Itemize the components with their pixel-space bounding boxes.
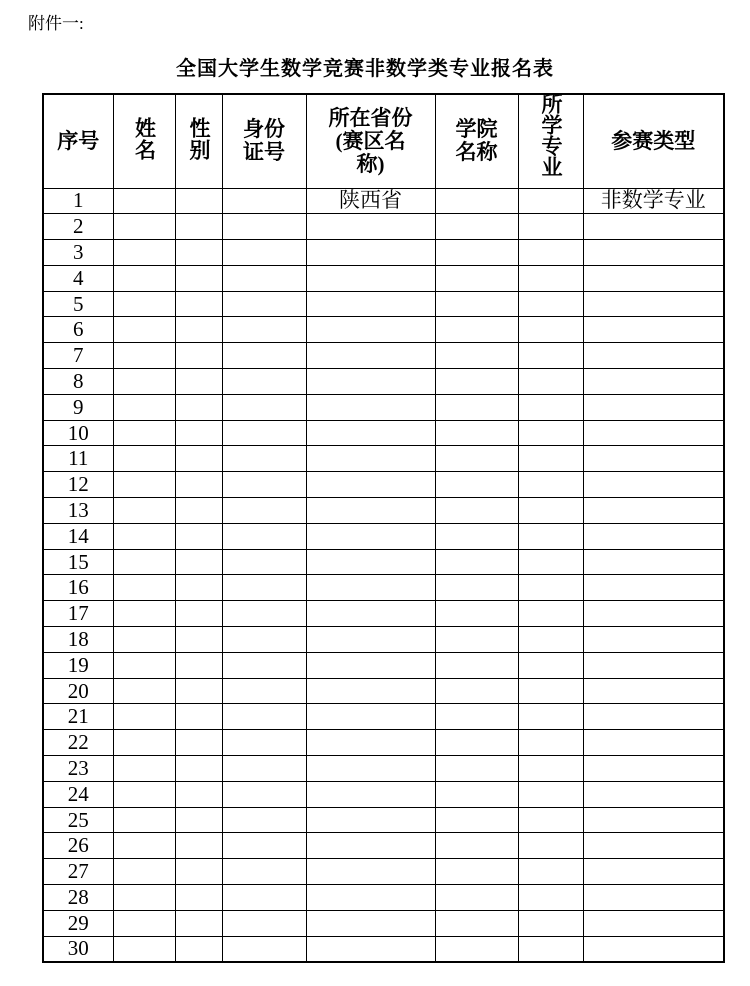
cell-type[interactable]	[583, 343, 724, 369]
cell-gender[interactable]	[175, 188, 222, 214]
cell-province[interactable]	[306, 936, 435, 962]
cell-type[interactable]	[583, 807, 724, 833]
cell-type[interactable]	[583, 936, 724, 962]
table-row	[43, 188, 724, 214]
table-row	[43, 652, 724, 678]
cell-id_number[interactable]	[222, 575, 306, 601]
cell-type[interactable]	[583, 317, 724, 343]
col-header-serial	[43, 94, 113, 188]
cell-type[interactable]	[583, 781, 724, 807]
cell-province[interactable]	[306, 549, 435, 575]
cell-name[interactable]	[113, 472, 175, 498]
table-row	[43, 265, 724, 291]
cell-type[interactable]	[583, 833, 724, 859]
table-row	[43, 291, 724, 317]
cell-type[interactable]	[583, 265, 724, 291]
cell-id_number[interactable]	[222, 885, 306, 911]
cell-name[interactable]	[113, 910, 175, 936]
cell-type[interactable]	[583, 575, 724, 601]
cell-type[interactable]: 非数学专业	[583, 188, 724, 214]
cell-no: 23	[43, 756, 113, 782]
cell-gender[interactable]	[175, 498, 222, 524]
cell-no: 3	[43, 240, 113, 266]
cell-type[interactable]	[583, 730, 724, 756]
cell-major[interactable]	[518, 214, 583, 240]
cell-no: 30	[43, 936, 113, 962]
table-row	[43, 807, 724, 833]
table-row	[43, 833, 724, 859]
cell-college[interactable]	[435, 291, 518, 317]
cell-id_number[interactable]	[222, 781, 306, 807]
cell-gender[interactable]	[175, 885, 222, 911]
cell-college[interactable]	[435, 446, 518, 472]
cell-type[interactable]	[583, 523, 724, 549]
cell-no: 15	[43, 549, 113, 575]
table-row	[43, 472, 724, 498]
cell-province[interactable]	[306, 652, 435, 678]
cell-major[interactable]	[518, 652, 583, 678]
cell-college[interactable]	[435, 936, 518, 962]
cell-no: 27	[43, 859, 113, 885]
cell-major[interactable]	[518, 265, 583, 291]
cell-college[interactable]	[435, 240, 518, 266]
cell-gender[interactable]	[175, 214, 222, 240]
cell-major[interactable]	[518, 627, 583, 653]
cell-province[interactable]	[306, 833, 435, 859]
cell-major[interactable]	[518, 730, 583, 756]
cell-id_number[interactable]	[222, 343, 306, 369]
col-header-type	[583, 94, 724, 188]
cell-name[interactable]	[113, 188, 175, 214]
cell-major[interactable]	[518, 910, 583, 936]
table-row	[43, 601, 724, 627]
cell-gender[interactable]	[175, 756, 222, 782]
cell-id_number[interactable]	[222, 420, 306, 446]
cell-name[interactable]	[113, 575, 175, 601]
cell-no: 13	[43, 498, 113, 524]
cell-no: 22	[43, 730, 113, 756]
cell-no: 16	[43, 575, 113, 601]
table-row	[43, 910, 724, 936]
cell-college[interactable]	[435, 317, 518, 343]
cell-type[interactable]	[583, 704, 724, 730]
form-title: 全国大学生数学竞赛非数学类专业报名表	[176, 58, 554, 80]
cell-type[interactable]	[583, 291, 724, 317]
cell-no: 8	[43, 369, 113, 395]
cell-gender[interactable]	[175, 601, 222, 627]
col-header-name-label: 姓名	[132, 116, 157, 161]
cell-type[interactable]	[583, 859, 724, 885]
cell-province[interactable]	[306, 394, 435, 420]
cell-no: 29	[43, 910, 113, 936]
cell-id_number[interactable]	[222, 807, 306, 833]
table-row	[43, 317, 724, 343]
cell-gender[interactable]	[175, 343, 222, 369]
cell-name[interactable]	[113, 291, 175, 317]
cell-gender[interactable]	[175, 807, 222, 833]
cell-college[interactable]	[435, 807, 518, 833]
cell-id_number[interactable]	[222, 601, 306, 627]
cell-type[interactable]	[583, 214, 724, 240]
cell-major[interactable]	[518, 317, 583, 343]
cell-gender[interactable]	[175, 265, 222, 291]
col-header-college	[435, 94, 518, 188]
cell-type[interactable]	[583, 394, 724, 420]
cell-type[interactable]	[583, 885, 724, 911]
cell-college[interactable]	[435, 885, 518, 911]
cell-no: 24	[43, 781, 113, 807]
cell-gender[interactable]	[175, 704, 222, 730]
cell-name[interactable]	[113, 652, 175, 678]
col-header-college-label: 学院 名称	[455, 117, 498, 165]
cell-province[interactable]	[306, 291, 435, 317]
cell-province[interactable]	[306, 575, 435, 601]
cell-gender[interactable]	[175, 678, 222, 704]
cell-name[interactable]	[113, 343, 175, 369]
cell-major[interactable]	[518, 446, 583, 472]
cell-province[interactable]	[306, 343, 435, 369]
cell-name[interactable]	[113, 317, 175, 343]
cell-no: 20	[43, 678, 113, 704]
cell-no: 21	[43, 704, 113, 730]
cell-college[interactable]	[435, 601, 518, 627]
cell-no: 1	[43, 188, 113, 214]
cell-no: 6	[43, 317, 113, 343]
cell-province[interactable]	[306, 627, 435, 653]
cell-name[interactable]	[113, 756, 175, 782]
cell-major[interactable]	[518, 936, 583, 962]
cell-gender[interactable]	[175, 652, 222, 678]
cell-type[interactable]	[583, 498, 724, 524]
table-row	[43, 859, 724, 885]
cell-id_number[interactable]	[222, 910, 306, 936]
cell-major[interactable]	[518, 394, 583, 420]
cell-college[interactable]	[435, 833, 518, 859]
cell-id_number[interactable]	[222, 833, 306, 859]
cell-college[interactable]	[435, 498, 518, 524]
cell-type[interactable]	[583, 472, 724, 498]
cell-id_number[interactable]	[222, 188, 306, 214]
cell-id_number[interactable]	[222, 472, 306, 498]
cell-gender[interactable]	[175, 936, 222, 962]
cell-college[interactable]	[435, 756, 518, 782]
cell-id_number[interactable]	[222, 291, 306, 317]
cell-id_number[interactable]	[222, 265, 306, 291]
cell-gender[interactable]	[175, 910, 222, 936]
cell-gender[interactable]	[175, 472, 222, 498]
cell-province[interactable]	[306, 885, 435, 911]
cell-gender[interactable]	[175, 523, 222, 549]
col-header-major-label: 所学专业	[539, 93, 563, 177]
col-header-id-number	[222, 94, 306, 188]
table-body	[43, 188, 724, 962]
cell-major[interactable]	[518, 807, 583, 833]
cell-college[interactable]	[435, 549, 518, 575]
col-header-province	[306, 94, 435, 188]
cell-major[interactable]	[518, 885, 583, 911]
cell-major[interactable]	[518, 291, 583, 317]
table-row	[43, 704, 724, 730]
cell-major[interactable]	[518, 859, 583, 885]
table-row	[43, 394, 724, 420]
cell-major[interactable]	[518, 498, 583, 524]
cell-college[interactable]	[435, 394, 518, 420]
cell-college[interactable]	[435, 730, 518, 756]
cell-college[interactable]	[435, 575, 518, 601]
cell-id_number[interactable]	[222, 523, 306, 549]
cell-college[interactable]	[435, 652, 518, 678]
cell-gender[interactable]	[175, 549, 222, 575]
cell-province[interactable]	[306, 601, 435, 627]
cell-type[interactable]	[583, 240, 724, 266]
cell-name[interactable]	[113, 704, 175, 730]
cell-gender[interactable]	[175, 369, 222, 395]
cell-id_number[interactable]	[222, 369, 306, 395]
cell-id_number[interactable]	[222, 317, 306, 343]
table-row	[43, 781, 724, 807]
cell-college[interactable]	[435, 910, 518, 936]
attachment-label: 附件一:	[28, 14, 84, 33]
cell-no: 10	[43, 420, 113, 446]
cell-college[interactable]	[435, 472, 518, 498]
header-row	[43, 94, 724, 188]
cell-college[interactable]	[435, 343, 518, 369]
registration-table	[42, 93, 725, 963]
cell-gender[interactable]	[175, 446, 222, 472]
cell-id_number[interactable]	[222, 549, 306, 575]
cell-no: 9	[43, 394, 113, 420]
cell-gender[interactable]	[175, 730, 222, 756]
cell-no: 18	[43, 627, 113, 653]
cell-major[interactable]	[518, 240, 583, 266]
cell-gender[interactable]	[175, 240, 222, 266]
cell-no: 25	[43, 807, 113, 833]
cell-name[interactable]	[113, 627, 175, 653]
cell-province[interactable]	[306, 678, 435, 704]
col-header-serial-label: 序号	[57, 128, 100, 153]
cell-no: 14	[43, 523, 113, 549]
cell-name[interactable]	[113, 523, 175, 549]
cell-province[interactable]: 陕西省	[306, 188, 435, 214]
cell-no: 26	[43, 833, 113, 859]
cell-type[interactable]	[583, 601, 724, 627]
cell-id_number[interactable]	[222, 936, 306, 962]
cell-gender[interactable]	[175, 420, 222, 446]
cell-province[interactable]	[306, 214, 435, 240]
cell-name[interactable]	[113, 859, 175, 885]
table-row	[43, 446, 724, 472]
cell-id_number[interactable]	[222, 678, 306, 704]
table-row	[43, 498, 724, 524]
cell-id_number[interactable]	[222, 730, 306, 756]
cell-province[interactable]	[306, 807, 435, 833]
cell-name[interactable]	[113, 394, 175, 420]
cell-type[interactable]	[583, 756, 724, 782]
col-header-province-label: 所在省份 (赛区名 称)	[328, 105, 413, 176]
cell-province[interactable]	[306, 240, 435, 266]
cell-major[interactable]	[518, 420, 583, 446]
cell-no: 11	[43, 446, 113, 472]
cell-gender[interactable]	[175, 575, 222, 601]
cell-id_number[interactable]	[222, 394, 306, 420]
cell-name[interactable]	[113, 833, 175, 859]
table-row	[43, 369, 724, 395]
cell-id_number[interactable]	[222, 240, 306, 266]
cell-province[interactable]	[306, 420, 435, 446]
col-header-gender-label: 性别	[187, 116, 211, 161]
cell-id_number[interactable]	[222, 446, 306, 472]
cell-name[interactable]	[113, 240, 175, 266]
cell-name[interactable]	[113, 781, 175, 807]
cell-no: 17	[43, 601, 113, 627]
cell-college[interactable]	[435, 265, 518, 291]
cell-id_number[interactable]	[222, 498, 306, 524]
cell-name[interactable]	[113, 601, 175, 627]
cell-college[interactable]	[435, 627, 518, 653]
cell-province[interactable]	[306, 369, 435, 395]
cell-major[interactable]	[518, 601, 583, 627]
cell-id_number[interactable]	[222, 859, 306, 885]
cell-name[interactable]	[113, 420, 175, 446]
table-row	[43, 214, 724, 240]
cell-major[interactable]	[518, 756, 583, 782]
cell-major[interactable]	[518, 188, 583, 214]
cell-major[interactable]	[518, 369, 583, 395]
col-header-major	[518, 94, 583, 188]
cell-major[interactable]	[518, 343, 583, 369]
col-header-type-label: 参赛类型	[611, 128, 696, 153]
col-header-id-number-label: 身份 证号	[243, 117, 285, 165]
table-row	[43, 678, 724, 704]
cell-province[interactable]	[306, 472, 435, 498]
table-row	[43, 885, 724, 911]
cell-name[interactable]	[113, 265, 175, 291]
table-row	[43, 523, 724, 549]
cell-type[interactable]	[583, 369, 724, 395]
cell-name[interactable]	[113, 446, 175, 472]
table-row	[43, 730, 724, 756]
cell-type[interactable]	[583, 420, 724, 446]
cell-no: 12	[43, 472, 113, 498]
cell-type[interactable]	[583, 678, 724, 704]
cell-name[interactable]	[113, 885, 175, 911]
cell-major[interactable]	[518, 549, 583, 575]
table-row	[43, 756, 724, 782]
cell-id_number[interactable]	[222, 652, 306, 678]
cell-type[interactable]	[583, 910, 724, 936]
cell-name[interactable]	[113, 730, 175, 756]
table-row	[43, 549, 724, 575]
cell-college[interactable]	[435, 704, 518, 730]
cell-name[interactable]	[113, 498, 175, 524]
cell-gender[interactable]	[175, 781, 222, 807]
cell-name[interactable]	[113, 678, 175, 704]
cell-major[interactable]	[518, 523, 583, 549]
table-row	[43, 575, 724, 601]
cell-type[interactable]	[583, 652, 724, 678]
cell-college[interactable]	[435, 420, 518, 446]
cell-province[interactable]	[306, 498, 435, 524]
cell-name[interactable]	[113, 936, 175, 962]
table-row	[43, 936, 724, 962]
cell-province[interactable]	[306, 756, 435, 782]
cell-gender[interactable]	[175, 317, 222, 343]
cell-gender[interactable]	[175, 627, 222, 653]
cell-major[interactable]	[518, 678, 583, 704]
cell-no: 28	[43, 885, 113, 911]
col-header-name	[113, 94, 175, 188]
cell-type[interactable]	[583, 446, 724, 472]
cell-id_number[interactable]	[222, 756, 306, 782]
cell-province[interactable]	[306, 523, 435, 549]
cell-gender[interactable]	[175, 291, 222, 317]
cell-province[interactable]	[306, 859, 435, 885]
table-row	[43, 343, 724, 369]
cell-name[interactable]	[113, 549, 175, 575]
cell-id_number[interactable]	[222, 704, 306, 730]
cell-gender[interactable]	[175, 394, 222, 420]
cell-name[interactable]	[113, 214, 175, 240]
cell-province[interactable]	[306, 730, 435, 756]
cell-college[interactable]	[435, 781, 518, 807]
cell-no: 19	[43, 652, 113, 678]
table-row	[43, 627, 724, 653]
cell-province[interactable]	[306, 265, 435, 291]
cell-type[interactable]	[583, 627, 724, 653]
cell-id_number[interactable]	[222, 214, 306, 240]
cell-major[interactable]	[518, 781, 583, 807]
cell-province[interactable]	[306, 317, 435, 343]
cell-province[interactable]	[306, 781, 435, 807]
cell-no: 4	[43, 265, 113, 291]
cell-province[interactable]	[306, 910, 435, 936]
cell-id_number[interactable]	[222, 627, 306, 653]
cell-no: 2	[43, 214, 113, 240]
cell-college[interactable]	[435, 678, 518, 704]
cell-name[interactable]	[113, 807, 175, 833]
cell-gender[interactable]	[175, 859, 222, 885]
cell-college[interactable]	[435, 369, 518, 395]
col-header-gender	[175, 94, 222, 188]
cell-major[interactable]	[518, 833, 583, 859]
cell-province[interactable]	[306, 704, 435, 730]
cell-type[interactable]	[583, 549, 724, 575]
table-row	[43, 240, 724, 266]
table-row	[43, 420, 724, 446]
cell-college[interactable]	[435, 523, 518, 549]
cell-major[interactable]	[518, 704, 583, 730]
cell-province[interactable]	[306, 446, 435, 472]
cell-college[interactable]	[435, 859, 518, 885]
cell-gender[interactable]	[175, 833, 222, 859]
cell-major[interactable]	[518, 575, 583, 601]
cell-college[interactable]	[435, 188, 518, 214]
cell-name[interactable]	[113, 369, 175, 395]
cell-no: 5	[43, 291, 113, 317]
cell-college[interactable]	[435, 214, 518, 240]
cell-no: 7	[43, 343, 113, 369]
cell-major[interactable]	[518, 472, 583, 498]
